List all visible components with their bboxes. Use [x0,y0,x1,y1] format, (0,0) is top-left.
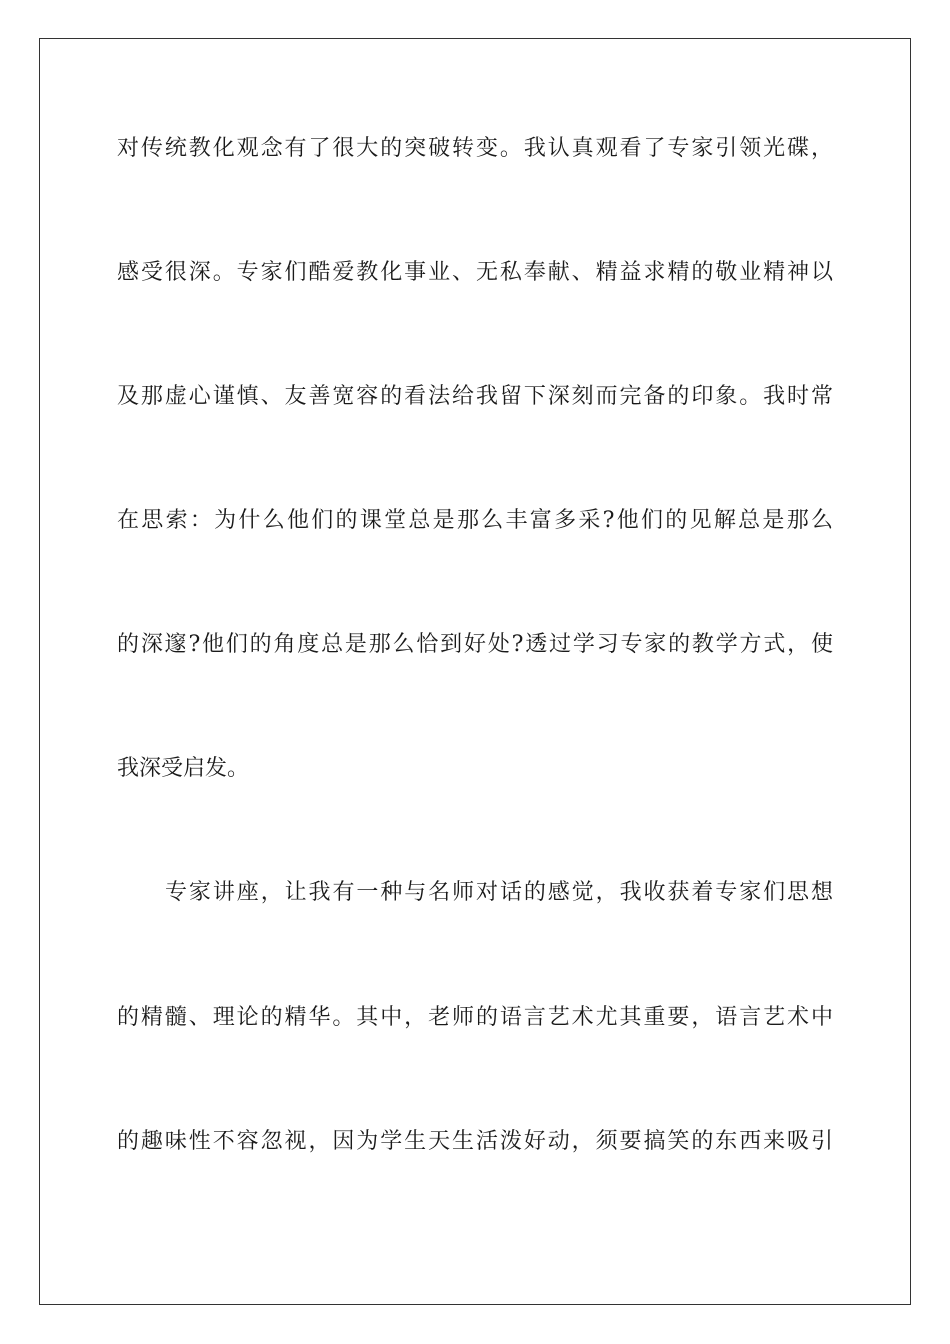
text-line: 对传统教化观念有了很大的突破转变。我认真观看了专家引领光碟， [117,136,833,161]
text-line: 的精髓、理论的精华。其中，老师的语言艺术尤其重要，语言艺术中 [117,1005,833,1030]
text-line: 的深邃?他们的角度总是那么恰到好处?透过学习专家的教学方式，使 [117,632,833,657]
text-line: 的趣味性不容忽视，因为学生天生活泼好动，须要搞笑的东西来吸引 [117,1129,833,1154]
text-line: 在思索：为什么他们的课堂总是那么丰富多采?他们的见解总是那么 [117,508,833,533]
text-line: 感受很深。专家们酷爱教化事业、无私奉献、精益求精的敬业精神以 [117,260,833,285]
page-frame [39,38,911,1305]
text-line: 专家讲座，让我有一种与名师对话的感觉，我收获着专家们思想 [165,880,833,905]
text-line: 及那虚心谨慎、友善宽容的看法给我留下深刻而完备的印象。我时常 [117,384,833,409]
text-line: 我深受启发。 [117,756,250,781]
